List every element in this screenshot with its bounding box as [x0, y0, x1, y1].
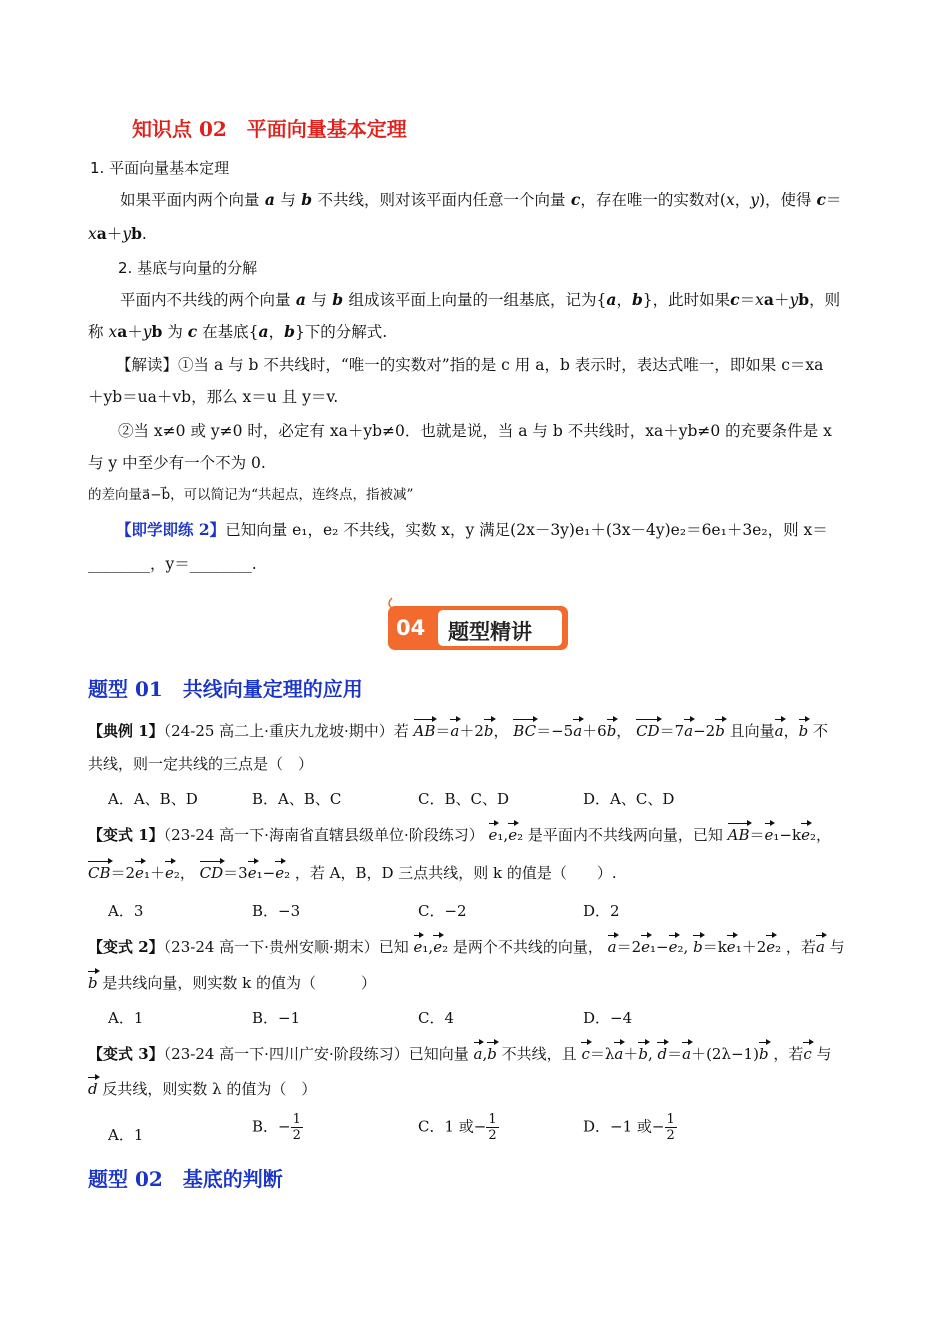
paragraph-theorem-cont: xa＋yb. — [88, 224, 147, 243]
variant-1-option-c[interactable]: C．−2 — [418, 902, 467, 920]
example-1-option-d[interactable]: D．A、C、D — [583, 790, 675, 808]
variant-2-option-c[interactable]: C．4 — [418, 1009, 455, 1027]
memory-note: 的差向量a⃗−b⃗，可以简记为“共起点，连终点，指被减” — [88, 487, 414, 503]
interpretation-line-2: ＋yb＝ua＋vb，那么 x＝u 且 y＝v. — [88, 388, 339, 406]
subheading-theorem: 1. 平面向量基本定理 — [90, 159, 230, 177]
example-1-option-c[interactable]: C．B、C、D — [418, 790, 510, 808]
variant-1-cont: CB＝2e₁＋e₂， CD＝3e₁−e₂ ，若 A，B，D 三点共线，则 k 的值是（ ）. — [88, 860, 617, 883]
badge-text: 题型精讲 — [448, 620, 532, 644]
variant-2-option-a[interactable]: A．1 — [108, 1009, 144, 1027]
variant-3-option-c[interactable]: C．1 或− $\frac{1}{2}$ — [418, 1112, 497, 1143]
section-badge — [386, 596, 572, 658]
practice-blanks: ________，y＝________. — [88, 555, 257, 573]
paragraph-basis-cont: 称 xa＋yb 为 c 在基底{a，b}下的分解式. — [88, 322, 388, 341]
badge-number: 04 — [396, 616, 426, 640]
variant-3-option-d[interactable]: D．−1 或− $\frac{1}{2}$ — [583, 1112, 675, 1143]
variant-2-option-d[interactable]: D．−4 — [583, 1009, 633, 1027]
variant-1: 【变式 1】（23-24 高一下·海南省直辖县级单位·阶段练习） e₁,e₂ 是平面内不共线两向量，已知 AB＝e₁−ke₂， — [88, 822, 831, 845]
variant-1-option-b[interactable]: B．−3 — [252, 902, 301, 920]
interpretation-line-4: 与 y 中至少有一个不为 0. — [88, 454, 266, 472]
practice-question: 【即学即练 2】已知向量 e₁，e₂ 不共线，实数 x，y 满足(2x－3y)e₁＋(3x－4y)e₂＝6e₁＋3e₂，则 x＝ — [116, 520, 828, 539]
variant-2-cont: b 是共线向量，则实数 k 的值为（ ） — [88, 970, 376, 993]
variant-3-cont: d 反共线，则实数 λ 的值为（ ） — [88, 1076, 316, 1099]
subheading-basis: 2. 基底与向量的分解 — [118, 259, 258, 277]
example-1: 【典例 1】（24-25 高二上·重庆九龙坡·期中）若 AB＝a＋2b， BC＝−5a＋6b， CD＝7a−2b 且向量a，b 不 — [88, 718, 828, 741]
example-1-option-b[interactable]: B．A、B、C — [252, 790, 342, 808]
variant-3: 【变式 3】（23-24 高一下·四川广安·阶段练习）已知向量 a,b 不共线，且 c＝λa＋b, d＝a＋(2λ−1)b ，若c 与 — [88, 1041, 832, 1064]
type-01-title: 题型 01 共线向量定理的应用 — [88, 677, 363, 701]
type-02-title: 题型 02 基底的判断 — [88, 1167, 283, 1191]
variant-1-option-a[interactable]: A．3 — [108, 902, 144, 920]
section-title: 知识点 02 平面向量基本定理 — [132, 117, 407, 141]
variant-2: 【变式 2】（23-24 高一下·贵州安顺·期末）已知 e₁,e₂ 是两个不共线的向量， a＝2e₁−e₂, b＝ke₁＋2e₂ ，若a 与 — [88, 934, 845, 957]
example-1-option-a[interactable]: A．A、B、D — [108, 790, 198, 808]
example-1-cont: 共线，则一定共线的三点是（ ） — [88, 755, 314, 773]
interpretation-line-1: 【解读】①当 a 与 b 不共线时，“唯一的实数对”指的是 c 用 a，b 表示时，表达式唯一，即如果 c＝xa — [116, 356, 824, 374]
paragraph-basis: 平面内不共线的两个向量 a 与 b 组成该平面上向量的一组基底，记为{a，b}，此时如果c＝xa＋yb，则 — [120, 290, 841, 309]
variant-3-option-b[interactable]: B．− $\frac{1}{2}$ — [252, 1112, 301, 1143]
paragraph-theorem: 如果平面内两个向量 a 与 b 不共线，则对该平面内任意一个向量 c，存在唯一的实数对(x，y)，使得 c＝ — [120, 190, 842, 209]
interpretation-line-3: ②当 x≠0 或 y≠0 时，必定有 xa＋yb≠0．也就是说，当 a 与 b 不共线时，xa＋yb≠0 的充要条件是 x — [118, 422, 832, 440]
variant-2-option-b[interactable]: B．−1 — [252, 1009, 301, 1027]
variant-1-option-d[interactable]: D．2 — [583, 902, 620, 920]
variant-3-option-a[interactable]: A．1 — [108, 1126, 144, 1144]
